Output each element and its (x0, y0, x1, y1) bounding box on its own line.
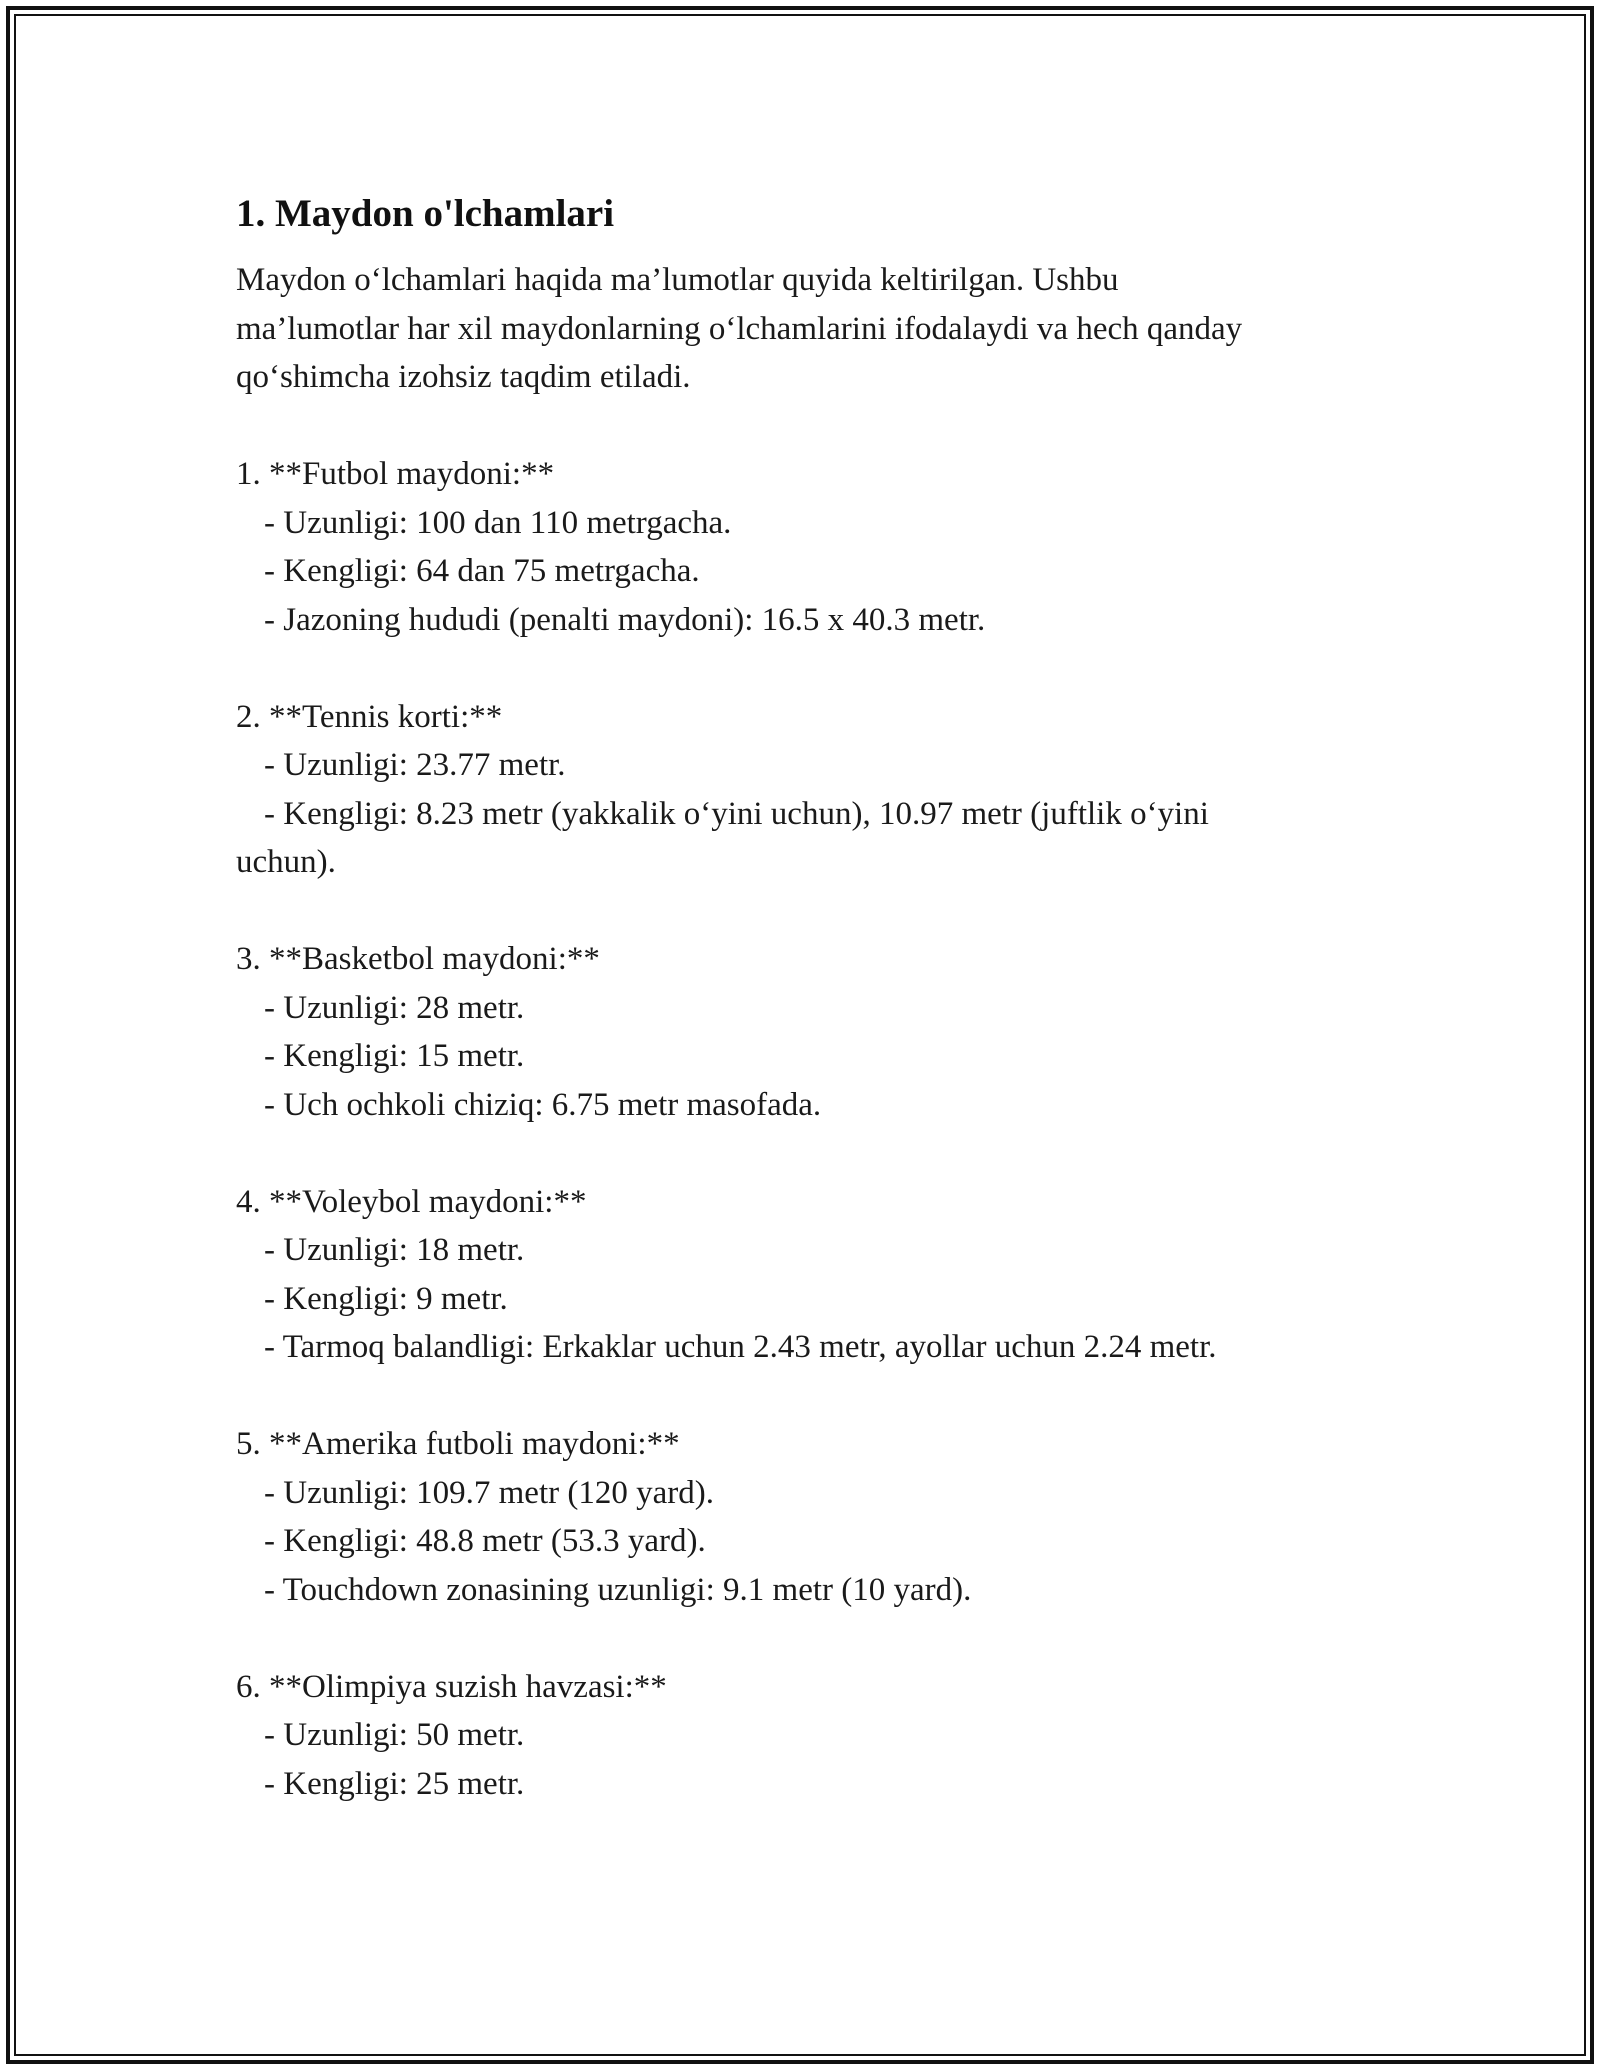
intro-line: qo‘shimcha izohsiz taqdim etiladi. (236, 359, 691, 395)
list-item-tennis (236, 693, 1356, 887)
document-body (236, 186, 1356, 1808)
list-item-detail: - Kengligi: 8.23 metr (yakkalik o‘yini uchun), 10.97 metr (juftlik o‘yini (264, 795, 1209, 832)
spacer (236, 1129, 1356, 1178)
list-item-futbol (236, 450, 1356, 644)
section-heading: 1. Maydon o'lchamlari (236, 192, 615, 235)
intro-line: ma’lumotlar har xil maydonlarning o‘lchamlarini ifodalaydi va hech qanday (236, 310, 1243, 347)
intro-line: Maydon o‘lchamlari haqida ma’lumotlar quyida keltirilgan. Ushbu (236, 262, 1119, 298)
list-item-title: 3. **Basketbol maydoni:** (236, 941, 600, 977)
spacer (236, 1372, 1356, 1421)
list-item-detail: - Uzunligi: 50 metr. (264, 1717, 525, 1753)
list-item-detail: - Jazoning hududi (penalti maydoni): 16.5 x 40.3 metr. (264, 601, 986, 638)
list-item-detail-continuation: uchun). (236, 844, 336, 880)
list-item-detail: - Kengligi: 15 metr. (264, 1038, 525, 1074)
list-item-detail: - Touchdown zonasining uzunligi: 9.1 metr (10 yard). (264, 1571, 972, 1608)
list-item-detail: - Uzunligi: 109.7 metr (120 yard). (264, 1474, 714, 1511)
list-item-detail: - Uzunligi: 23.77 metr. (264, 747, 566, 783)
list-item-detail: - Kengligi: 25 metr. (264, 1765, 525, 1802)
list-item-detail: - Uzunligi: 18 metr. (264, 1232, 525, 1268)
list-item-detail: - Kengligi: 64 dan 75 metrgacha. (264, 553, 700, 589)
list-item-detail: - Kengligi: 48.8 metr (53.3 yard). (264, 1523, 706, 1559)
list-item-detail: - Tarmoq balandligi: Erkaklar uchun 2.43 metr, ayollar uchun 2.24 metr. (264, 1329, 1217, 1365)
list-item-title: 2. **Tennis korti:** (236, 698, 503, 735)
list-item-detail: - Uch ochkoli chiziq: 6.75 metr masofada. (264, 1086, 822, 1123)
intro-paragraph (236, 256, 1356, 402)
spacer (236, 1614, 1356, 1663)
list-item-basketbol (236, 935, 1356, 1129)
spacer (236, 644, 1356, 693)
list-item-title: 4. **Voleybol maydoni:** (236, 1183, 587, 1220)
list-item-detail: - Uzunligi: 28 metr. (264, 989, 525, 1026)
list-item-detail: - Uzunligi: 100 dan 110 metrgacha. (264, 504, 732, 541)
list-item-amerika-futboli (236, 1420, 1356, 1614)
list-item-voleybol (236, 1178, 1356, 1372)
list-item-title: 6. **Olimpiya suzish havzasi:** (236, 1668, 667, 1705)
spacer (236, 402, 1356, 451)
list-item-title: 1. **Futbol maydoni:** (236, 456, 555, 492)
list-item-title: 5. **Amerika futboli maydoni:** (236, 1426, 680, 1462)
list-item-detail: - Kengligi: 9 metr. (264, 1280, 508, 1317)
list-item-suzish-havzasi (236, 1663, 1356, 1809)
spacer (236, 887, 1356, 936)
